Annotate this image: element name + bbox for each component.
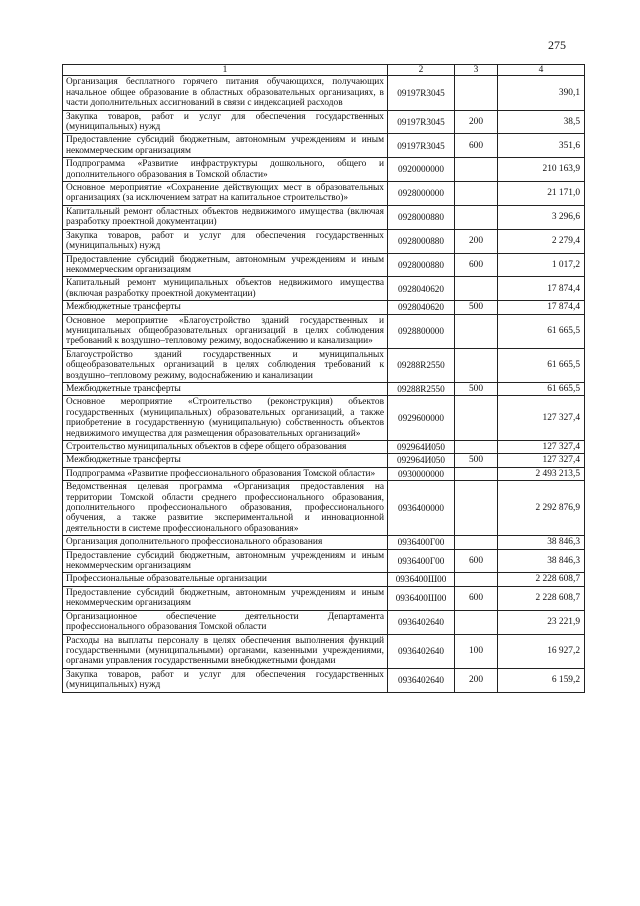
cell-name: Закупка товаров, работ и услуг для обеспечения государственных (муниципальных) нужд [63, 668, 388, 692]
cell-code: 0936402640 [388, 610, 455, 634]
cell-type [455, 205, 498, 229]
cell-name: Благоустройство зданий государственных и муниципальных общеобразовательных организаций в целях соблюдения требований к воздушно–тепловому режиму, водоснабжению и канализации [63, 348, 388, 382]
cell-amount: 210 163,9 [498, 158, 585, 182]
cell-code: 0928040620 [388, 301, 455, 314]
header-cell-code: 2 [388, 65, 455, 76]
cell-name: Предоставление субсидий бюджетным, автономным учреждениям и иным некоммерческим организациям [63, 549, 388, 573]
cell-type: 500 [455, 454, 498, 467]
cell-type: 600 [455, 549, 498, 573]
cell-name: Расходы на выплаты персоналу в целях обеспечения выполнения функций государственными (муниципальными) органами, казенными учреждениями, органами управления государственными внебюджетными фондами [63, 634, 388, 668]
cell-amount: 351,6 [498, 134, 585, 158]
cell-type: 200 [455, 110, 498, 134]
cell-type [455, 348, 498, 382]
table-row [63, 396, 585, 441]
table-row [63, 441, 585, 454]
table-row [63, 467, 585, 480]
table-row [63, 301, 585, 314]
cell-code: 0936402640 [388, 634, 455, 668]
cell-name: Основное мероприятие «Сохранение действующих мест в образовательных организациях (за исключением затрат на капитальное строительство)» [63, 182, 388, 206]
cell-code: 0936400Ш00 [388, 586, 455, 610]
cell-amount: 38,5 [498, 110, 585, 134]
cell-name: Организация бесплатного горячего питания обучающихся, получающих начальное общее образование в областных образовательных организациях, в части дополнительных ассигнований в связи с индексацией расходов [63, 76, 388, 110]
cell-code: 0936400Г00 [388, 549, 455, 573]
table-row [63, 158, 585, 182]
cell-type [455, 467, 498, 480]
table-row [63, 573, 585, 586]
cell-type [455, 314, 498, 348]
header-cell-amount: 4 [498, 65, 585, 76]
cell-code: 0920000000 [388, 158, 455, 182]
cell-amount: 61 665,5 [498, 314, 585, 348]
table-row [63, 76, 585, 110]
table-row [63, 586, 585, 610]
cell-name: Закупка товаров, работ и услуг для обеспечения государственных (муниципальных) нужд [63, 229, 388, 253]
table-row [63, 229, 585, 253]
cell-code: 0928800000 [388, 314, 455, 348]
cell-amount: 127 327,4 [498, 454, 585, 467]
table-header-row [63, 65, 585, 76]
cell-type: 100 [455, 634, 498, 668]
table-row [63, 182, 585, 206]
cell-amount: 390,1 [498, 76, 585, 110]
cell-type [455, 610, 498, 634]
table-row [63, 454, 585, 467]
cell-type: 600 [455, 253, 498, 277]
cell-name: Предоставление субсидий бюджетным, автономным учреждениям и иным некоммерческим организациям [63, 134, 388, 158]
cell-name: Ведомственная целевая программа «Организация предоставления на территории Томской области среднего профессионального образования, дополнительного профессионального образования, профессионального обучения, а также развитие экспериментальной и инновационной деятельности в системе профессионального образования» [63, 481, 388, 536]
table-row [63, 549, 585, 573]
cell-name: Организационное обеспечение деятельности Департамента профессионального образования Томской области [63, 610, 388, 634]
cell-name: Строительство муниципальных объектов в сфере общего образования [63, 441, 388, 454]
cell-amount: 3 296,6 [498, 205, 585, 229]
cell-type: 600 [455, 134, 498, 158]
cell-amount: 1 017,2 [498, 253, 585, 277]
cell-amount: 6 159,2 [498, 668, 585, 692]
cell-type: 600 [455, 586, 498, 610]
cell-name: Закупка товаров, работ и услуг для обеспечения государственных (муниципальных) нужд [63, 110, 388, 134]
table-row [63, 277, 585, 301]
cell-amount: 16 927,2 [498, 634, 585, 668]
table-row [63, 382, 585, 395]
cell-code: 09197R3045 [388, 110, 455, 134]
cell-name: Подпрограмма «Развитие инфраструктуры дошкольного, общего и дополнительного образования в Томской области» [63, 158, 388, 182]
page-number: 275 [548, 38, 566, 52]
cell-amount: 127 327,4 [498, 441, 585, 454]
cell-amount: 2 228 608,7 [498, 586, 585, 610]
cell-code: 0929600000 [388, 396, 455, 441]
cell-code: 09288R2550 [388, 348, 455, 382]
cell-code: 0930000000 [388, 467, 455, 480]
cell-amount: 17 874,4 [498, 301, 585, 314]
cell-amount: 61 665,5 [498, 348, 585, 382]
cell-code: 0936400Ш00 [388, 573, 455, 586]
cell-amount: 2 493 213,5 [498, 467, 585, 480]
cell-amount: 38 846,3 [498, 536, 585, 549]
cell-code: 0928040620 [388, 277, 455, 301]
cell-type: 200 [455, 668, 498, 692]
table-row [63, 610, 585, 634]
cell-name: Организация дополнительного профессионального образования [63, 536, 388, 549]
cell-amount: 17 874,4 [498, 277, 585, 301]
cell-code: 0936400Г00 [388, 536, 455, 549]
header-cell-name: 1 [63, 65, 388, 76]
table-row [63, 134, 585, 158]
cell-name: Предоставление субсидий бюджетным, автономным учреждениям и иным некоммерческим организациям [63, 586, 388, 610]
cell-name: Межбюджетные трансферты [63, 382, 388, 395]
cell-code: 092964И050 [388, 454, 455, 467]
cell-type [455, 573, 498, 586]
cell-code: 092964И050 [388, 441, 455, 454]
cell-type [455, 481, 498, 536]
cell-name: Основное мероприятие «Строительство (реконструкция) объектов государственных (муниципальных) образовательных организаций, а также приобретение в государственную (муниципальную) собственность объектов недвижимого имущества для размещения образовательных организаций» [63, 396, 388, 441]
cell-amount: 61 665,5 [498, 382, 585, 395]
cell-amount: 38 846,3 [498, 549, 585, 573]
table-row [63, 253, 585, 277]
cell-amount: 2 228 608,7 [498, 573, 585, 586]
header-cell-type: 3 [455, 65, 498, 76]
cell-name: Профессиональные образовательные организации [63, 573, 388, 586]
table-row [63, 314, 585, 348]
table-row [63, 668, 585, 692]
cell-amount: 2 279,4 [498, 229, 585, 253]
cell-type: 500 [455, 301, 498, 314]
cell-code: 09197R3045 [388, 76, 455, 110]
cell-type [455, 441, 498, 454]
cell-code: 0936402640 [388, 668, 455, 692]
cell-name: Капитальный ремонт областных объектов недвижимого имущества (включая разработку проектной документации) [63, 205, 388, 229]
cell-name: Предоставление субсидий бюджетным, автономным учреждениям и иным некоммерческим организациям [63, 253, 388, 277]
cell-name: Основное мероприятие «Благоустройство зданий государственных и муниципальных общеобразовательных организаций в целях соблюдения требований к воздушно–тепловому режиму, водоснабжению и канализации» [63, 314, 388, 348]
cell-name: Межбюджетные трансферты [63, 454, 388, 467]
cell-type [455, 277, 498, 301]
cell-amount: 21 171,0 [498, 182, 585, 206]
cell-code: 09288R2550 [388, 382, 455, 395]
table-row [63, 536, 585, 549]
cell-name: Межбюджетные трансферты [63, 301, 388, 314]
cell-code: 0928000880 [388, 229, 455, 253]
cell-name: Подпрограмма «Развитие профессионального образования Томской области» [63, 467, 388, 480]
cell-code: 0936400000 [388, 481, 455, 536]
cell-code: 09197R3045 [388, 134, 455, 158]
cell-type: 200 [455, 229, 498, 253]
cell-type [455, 158, 498, 182]
cell-type [455, 182, 498, 206]
table-row [63, 205, 585, 229]
cell-amount: 23 221,9 [498, 610, 585, 634]
cell-type: 500 [455, 382, 498, 395]
cell-name: Капитальный ремонт муниципальных объектов недвижимого имущества (включая разработку проектной документации) [63, 277, 388, 301]
cell-code: 0928000000 [388, 182, 455, 206]
table-row [63, 348, 585, 382]
cell-type [455, 536, 498, 549]
budget-table [62, 64, 585, 693]
cell-code: 0928000880 [388, 205, 455, 229]
table-row [63, 634, 585, 668]
table-row [63, 110, 585, 134]
budget-table-body [63, 65, 585, 693]
cell-amount: 127 327,4 [498, 396, 585, 441]
table-row [63, 481, 585, 536]
cell-type [455, 396, 498, 441]
cell-code: 0928000880 [388, 253, 455, 277]
cell-type [455, 76, 498, 110]
cell-amount: 2 292 876,9 [498, 481, 585, 536]
